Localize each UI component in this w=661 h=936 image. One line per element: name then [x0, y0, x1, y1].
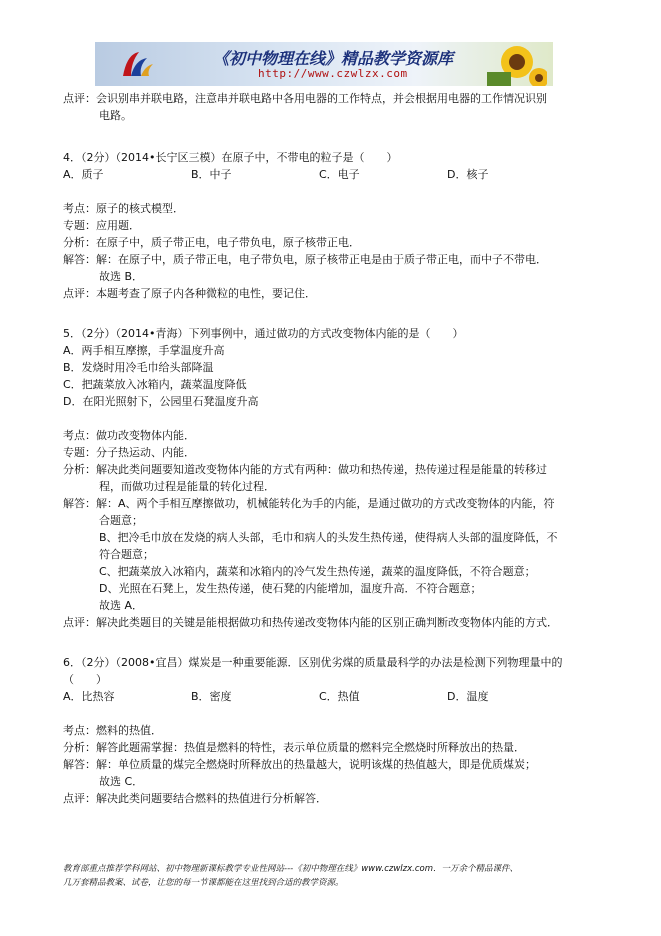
q6-option-a: A．比热容 [63, 690, 115, 703]
q5-jieda-line-3: B、把冷毛巾放在发烧的病人头部，毛巾和病人的头发生热传递，使得病人头部的温度降低，不 [99, 531, 558, 544]
sunflower-icon [477, 42, 547, 86]
q6-option-b: B．密度 [191, 690, 232, 703]
q5-question: 5．（2分）（2014•青海）下列事例中，通过做功的方式改变物体内能的是（ ） [63, 327, 464, 340]
q4-option-b: B．中子 [191, 168, 232, 181]
q6-jieda-line-1: 解答：解：单位质量的煤完全燃烧时所释放出的热量越大，说明该煤的热值越大，即是优质煤炭； [63, 758, 536, 771]
footer-line-1: 教育部重点推荐学科网站、初中物理新课标教学专业性网站---《初中物理在线》www.czwlzx.com．一万余个精品课件、 [63, 864, 519, 874]
prev-comment-line-1: 点评：会识别串并联电路，注意串并联电路中各用电器的工作特点，并会根据用电器的工作情况识别 [63, 92, 547, 105]
q6-dianping: 点评：解决此类问题要结合燃料的热值进行分析解答． [63, 792, 327, 805]
q6-options [63, 688, 603, 705]
q4-dianping: 点评：本题考查了原子内各种微粒的电性，要记住． [63, 287, 316, 300]
q4-jieda-line-1: 解答：解：在原子中，质子带正电，电子带负电，原子核带正电是由于质子带正电，而中子不带电． [63, 253, 547, 266]
page-footer [63, 862, 603, 890]
q4-jieda-line-2: 故选 B． [99, 270, 144, 283]
q5-option-d: D．在阳光照射下，公园里石凳温度升高 [63, 395, 259, 408]
banner-title: 《初中物理在线》精品教学资源库 [213, 49, 454, 68]
q5-jieda-line-5: C、把蔬菜放入冰箱内，蔬菜和冰箱内的冷气发生热传递，蔬菜的温度降低，不符合题意； [99, 565, 536, 578]
q5-fenxi-line-1: 分析：解决此类问题要知道改变物体内能的方式有两种：做功和热传递，热传递过程是能量的转移过 [63, 463, 547, 476]
q4-kaodian: 考点：原子的核式模型． [63, 202, 184, 215]
q5-jieda-line-1: 解答：解：A、两个手相互摩擦做功，机械能转化为手的内能，是通过做功的方式改变物体的内能，符 [63, 497, 555, 510]
q6-jieda-line-2: 故选 C． [99, 775, 144, 788]
q4-option-a: A．质子 [63, 168, 104, 181]
q6-option-c: C．热值 [319, 690, 360, 703]
site-logo-icon [117, 48, 157, 80]
q5-jieda-line-7: 故选 A． [99, 599, 144, 612]
q4-zhuanti: 专题：应用题． [63, 219, 140, 232]
footer-line-2: 几万套精品教案、试卷，让您的每一节课都能在这里找到合适的教学资源。 [63, 878, 344, 888]
q6-fenxi: 分析：解答此题需掌握：热值是燃料的特性，表示单位质量的燃料完全燃烧时所释放出的热量． [63, 741, 525, 754]
q5-option-c: C．把蔬菜放入冰箱内，蔬菜温度降低 [63, 378, 247, 391]
q6-question-line-1: 6．（2分）（2008•宜昌）煤炭是一种重要能源．区别优劣煤的质量最科学的办法是检测下列物理量中的 [63, 656, 563, 669]
banner-url[interactable]: http://www.czwlzx.com [258, 67, 408, 80]
q4-option-d: D．核子 [447, 168, 489, 181]
q5-jieda-line-2: 合题意； [99, 514, 143, 527]
q4-question: 4．（2分）（2014•长宁区三模）在原子中，不带电的粒子是（ ） [63, 151, 398, 164]
q6-option-d: D．温度 [447, 690, 489, 703]
q4-option-c: C．电子 [319, 168, 360, 181]
q5-option-a: A．两手相互摩擦，手掌温度升高 [63, 344, 225, 357]
q4-options [63, 166, 603, 183]
q6-question-line-2: （ ） [63, 673, 107, 686]
q5-dianping: 点评：解决此类题目的关键是能根据做功和热传递改变物体内能的区别正确判断改变物体内能的方式． [63, 616, 558, 629]
prev-comment-line-2: 电路。 [99, 109, 132, 122]
q5-fenxi-line-2: 程，而做功过程是能量的转化过程． [99, 480, 275, 493]
header-banner [95, 42, 553, 86]
q5-zhuanti: 专题：分子热运动、内能． [63, 446, 195, 459]
q5-jieda-line-6: D、光照在石凳上，发生热传递，使石凳的内能增加，温度升高．不符合题意； [99, 582, 482, 595]
q5-kaodian: 考点：做功改变物体内能． [63, 429, 195, 442]
q4-fenxi: 分析：在原子中，质子带正电，电子带负电，原子核带正电． [63, 236, 360, 249]
q5-option-b: B．发烧时用冷毛巾给头部降温 [63, 361, 214, 374]
q6-kaodian: 考点：燃料的热值． [63, 724, 162, 737]
document-body [63, 90, 603, 807]
q5-jieda-line-4: 符合题意； [99, 548, 154, 561]
